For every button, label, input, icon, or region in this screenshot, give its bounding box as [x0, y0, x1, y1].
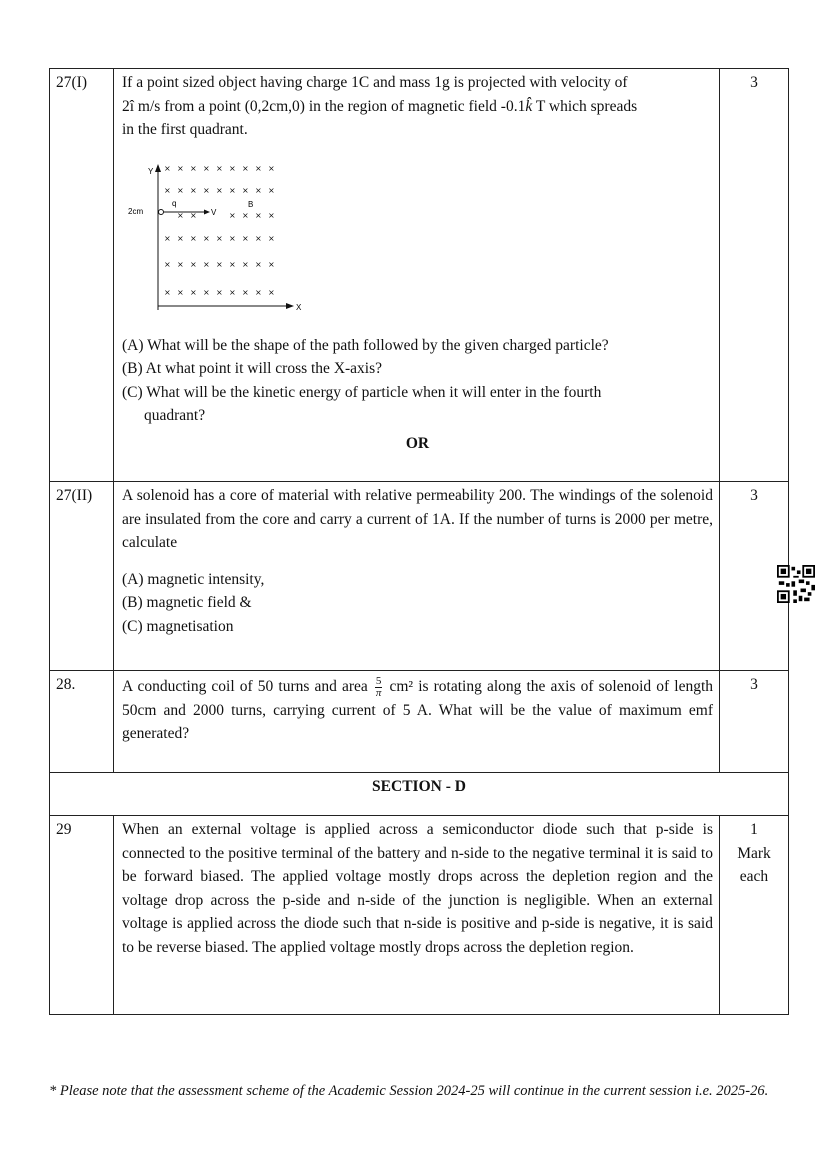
section-heading: SECTION - D [50, 773, 789, 816]
field-cross: × [164, 233, 171, 243]
area-fraction: $\frac{5}{\pi}$ [375, 674, 382, 699]
section-d-row [50, 773, 789, 816]
marks: 1 Mark each [720, 816, 789, 1015]
field-cross: × [242, 259, 249, 269]
field-cross: × [177, 287, 184, 297]
magnetic-field-figure [128, 160, 318, 320]
question-stem: A solenoid has a core of material with relative permeability 200. The windings of the solenoid are insulated from the core and carry a current of 1A. If the number of turns is 2000 per metre, calculate [122, 487, 713, 551]
field-cross: × [190, 287, 197, 297]
field-cross: × [190, 163, 197, 173]
start-point-label: 2cm [128, 206, 144, 216]
question-body: A conducting coil of 50 turns and area $\frac{5}{\pi}$ cm² is rotating along the axis of solenoid of length 50cm and 2000 turns, carrying current of 5 A. What will be the value of maximum emf generated? [114, 671, 720, 773]
field-cross: × [216, 287, 223, 297]
y-axis-arrow [155, 164, 161, 172]
field-cross: × [177, 233, 184, 243]
field-cross: × [255, 210, 262, 220]
field-cross: × [229, 163, 236, 173]
field-cross: × [216, 185, 223, 195]
charge-particle [159, 209, 164, 214]
question-row-28 [50, 671, 789, 773]
field-cross: × [229, 210, 236, 220]
question-body: When an external voltage is applied across a semiconductor diode such that p-side is connected to the positive terminal of the battery and n-side to the negative terminal it is said to be forward biased. The applied voltage mostly drops across the depletion region and the voltage drop across the p-side and n-side of the junction is negligible. When an external voltage is applied across the diode such that n-side is positive and p-side is negative, it is said to be reverse biased. The applied voltage mostly drops across the depletion region. [114, 816, 720, 1015]
field-cross: × [255, 259, 262, 269]
field-cross: × [242, 163, 249, 173]
question-number: 28. [50, 671, 114, 773]
field-cross: × [164, 163, 171, 173]
field-cross: × [268, 287, 275, 297]
option-b: (B) magnetic field & [122, 594, 252, 611]
marks: 3 [720, 482, 789, 671]
questions-table [49, 68, 789, 1015]
option-c: (C) magnetisation [122, 617, 234, 635]
field-into-page-crosses [164, 164, 275, 297]
field-cross: × [268, 259, 275, 269]
field-cross: × [229, 259, 236, 269]
option-c: (C) What will be the kinetic energy of particle when it will enter in the fourth quadrant? [122, 383, 602, 424]
field-cross: × [242, 185, 249, 195]
velocity-arrow [204, 209, 210, 214]
question-body [114, 482, 720, 671]
or-label: OR [405, 434, 430, 452]
field-cross: × [216, 259, 223, 269]
field-cross: × [203, 287, 210, 297]
field-cross: × [177, 163, 184, 173]
footnote: * Please note that the assessment scheme of the Academic Session 2024-25 will continue in the current session i.e. 2025-26. [49, 1083, 769, 1099]
field-cross: × [203, 233, 210, 243]
field-cross: × [177, 259, 184, 269]
field-cross: × [242, 233, 249, 243]
marks: 3 [720, 671, 789, 773]
field-cross: × [190, 259, 197, 269]
field-cross: × [242, 210, 249, 220]
x-axis-label: X [296, 302, 302, 312]
option-a: (A) What will be the shape of the path followed by the given charged particle? [122, 336, 609, 354]
field-label: B [248, 199, 254, 209]
field-cross: × [268, 233, 275, 243]
y-axis-label: Y [148, 166, 154, 176]
field-cross: × [229, 287, 236, 297]
field-cross: × [203, 259, 210, 269]
field-cross: × [216, 233, 223, 243]
question-body [114, 69, 720, 482]
question-row-29 [50, 816, 789, 1015]
field-cross: × [255, 163, 262, 173]
question-row-27ii [50, 482, 789, 671]
question-number: 27(II) [50, 482, 114, 671]
question-stem: If a point sized object having charge 1C and mass 1g is projected with velocity of 2î m/s from a point (0,2cm,0) in the region of magnetic field -0.1k̂ T which spreads in the first quadrant. [122, 74, 638, 138]
field-cross: × [190, 185, 197, 195]
field-cross: × [203, 163, 210, 173]
field-cross: × [268, 185, 275, 195]
field-cross: × [268, 163, 275, 173]
field-cross: × [177, 210, 184, 220]
field-cross: × [177, 185, 184, 195]
field-cross: × [229, 233, 236, 243]
velocity-label: V [211, 207, 217, 217]
field-cross: × [164, 259, 171, 269]
field-cross: × [216, 163, 223, 173]
field-cross: × [268, 210, 275, 220]
charge-label: q [172, 198, 177, 208]
field-cross: × [164, 185, 171, 195]
field-cross: × [190, 210, 197, 220]
field-cross: × [203, 185, 210, 195]
question-number: 27(I) [50, 69, 114, 482]
field-cross: × [164, 287, 171, 297]
field-cross: × [242, 287, 249, 297]
question-number: 29 [50, 816, 114, 1015]
marks: 3 [720, 69, 789, 482]
x-axis-arrow [286, 303, 294, 309]
field-cross: × [255, 185, 262, 195]
question-row-27i [50, 69, 789, 482]
option-a: (A) magnetic intensity, [122, 570, 265, 588]
field-cross: × [255, 287, 262, 297]
qr-code [777, 565, 815, 603]
field-cross: × [229, 185, 236, 195]
field-cross: × [190, 233, 197, 243]
field-cross: × [255, 233, 262, 243]
option-b: (B) At what point it will cross the X-axis? [122, 360, 383, 377]
